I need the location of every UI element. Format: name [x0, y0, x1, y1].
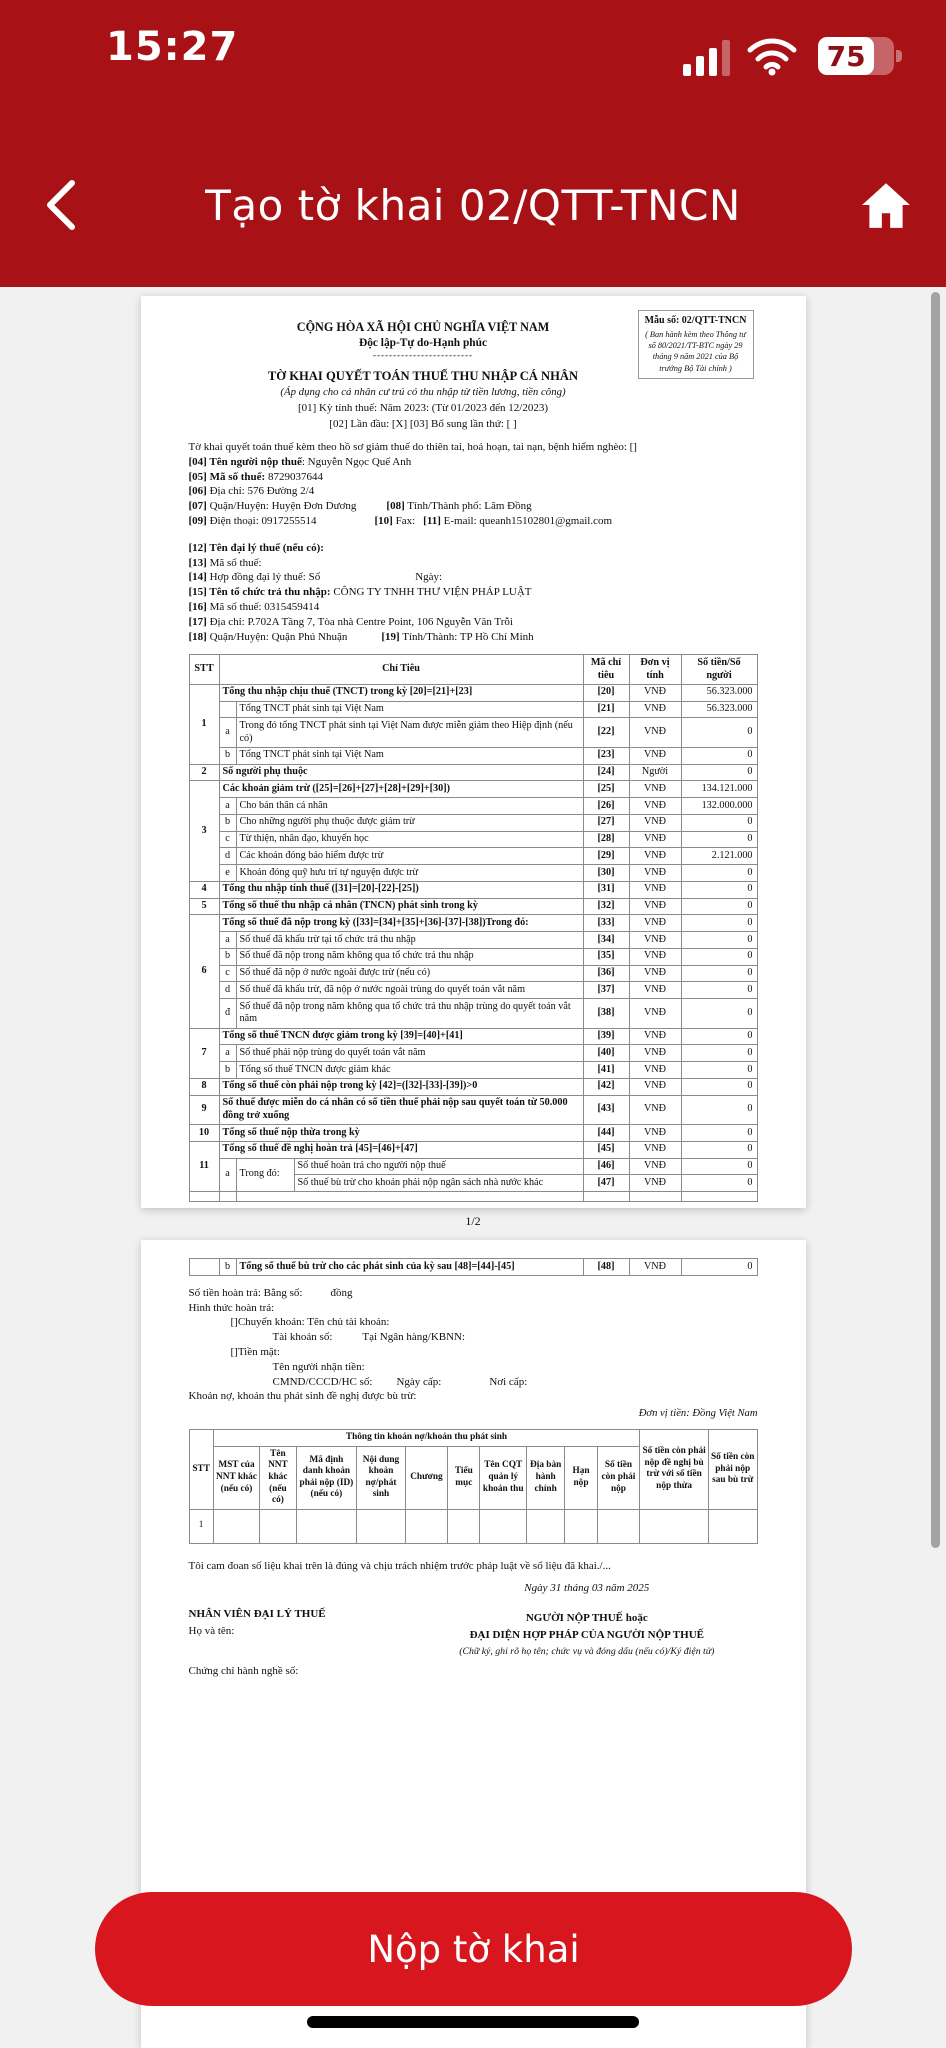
doc-line: Hình thức hoàn trả:	[188, 1301, 275, 1314]
doc-line: Số tiền hoàn trả: Bằng số: đồng	[188, 1286, 353, 1299]
doc-line: [15] Tên tổ chức trả thu nhập: CÔNG TY TNHH THƯ VIỆN PHÁP LUẬT	[188, 586, 532, 599]
home-icon	[859, 178, 913, 232]
table-row: 7 Tổng số thuế TNCN được giảm trong kỳ [39]=[40]+[41] [39] VNĐ 0	[189, 1028, 757, 1045]
submit-button[interactable]: Nộp tờ khai	[95, 1892, 852, 2006]
form-subtitle: (Áp dụng cho cá nhân cư trú có thu nhập từ tiền lương, tiền công)	[280, 386, 566, 398]
table-row: e Khoản đóng quỹ hưu trí tự nguyện được trừ [30] VNĐ 0	[189, 865, 757, 882]
debt-offset-table	[189, 1429, 758, 1544]
page-number: 1/2	[465, 1214, 481, 1229]
table-row: 5 Tổng số thuế thu nhập cá nhân (TNCN) phát sinh trong kỳ [32] VNĐ 0	[189, 898, 757, 915]
doc-line: Tài khoản số: Tại Ngân hàng/KBNN:	[272, 1331, 466, 1344]
form-number-box	[638, 310, 754, 379]
table-row: 3 Các khoản giảm trừ ([25]=[26]+[27]+[28]+[29]+[30]) [25] VNĐ 134.121.000	[189, 781, 757, 798]
form-title: TỜ KHAI QUYẾT TOÁN THUẾ THU NHẬP CÁ NHÂN	[267, 369, 579, 383]
table-row: c Từ thiện, nhân đạo, khuyến học [28] VNĐ 0	[189, 831, 757, 848]
doc-line: [13] Mã số thuế:	[188, 556, 262, 569]
chevron-left-icon	[39, 176, 81, 234]
signature-taxpayer	[416, 1582, 757, 1677]
table-row: 1 Tổng thu nhập chịu thuế (TNCT) trong kỳ [20]=[21]+[23] [20] VNĐ 56.323.000	[189, 684, 757, 701]
date-line: Ngày 31 tháng 03 năm 2025	[524, 1581, 650, 1594]
table-row: a Số thuế phải nộp trùng do quyết toán vắt năm [40] VNĐ 0	[189, 1045, 757, 1062]
taxpayer-title-1: NGƯỜI NỘP THUẾ hoặc	[525, 1611, 648, 1624]
first-time-line: [02] Lần đầu: [X] [03] Bổ sung lần thứ: [ ]	[329, 418, 517, 430]
battery-tip	[896, 50, 902, 62]
taxpayer-info-lines	[189, 440, 758, 644]
page-title: Tạo tờ khai 02/QTT-TNCN	[205, 180, 741, 230]
signature-block	[189, 1582, 758, 1677]
table-row: 1	[189, 1509, 757, 1543]
wifi-icon	[746, 36, 798, 76]
doc-line: []Chuyển khoản: Tên chủ tài khoản:	[230, 1316, 390, 1329]
status-time: 15:27	[106, 24, 239, 70]
doc-line: [05] Mã số thuế: 8729037644	[188, 470, 323, 483]
table-row: a Số thuế đã khấu trừ tại tổ chức trả thu nhập [34] VNĐ 0	[189, 932, 757, 949]
nav-bar	[0, 150, 946, 260]
table-row	[189, 1192, 757, 1202]
table-row: Số thuế bù trừ cho khoản phải nộp ngân sách nhà nước khác [47] VNĐ 0	[189, 1175, 757, 1192]
doc-line: Tờ khai quyết toán thuế kèm theo hồ sơ giảm thuế do thiên tai, hoả hoạn, tai nạn, bệnh hiểm nghèo: []	[188, 441, 637, 453]
signature-agent	[189, 1582, 417, 1677]
doc-line: Tên người nhận tiền:	[272, 1360, 365, 1373]
doc-line: [04] Tên người nộp thuế: Nguyễn Ngọc Quế Anh	[188, 455, 412, 468]
form-number-note: ( Ban hành kèm theo Thông tư số 80/2021/TT-BTC ngày 29 tháng 9 năm 2021 của Bộ trưởng Bộ Tài chính )	[645, 330, 746, 373]
tax-table-continuation	[189, 1258, 758, 1276]
refund-lines	[189, 1286, 758, 1404]
national-motto: Độc lập-Tự do-Hạnh phúc	[358, 337, 488, 349]
table-row: Tổng TNCT phát sinh tại Việt Nam [21] VNĐ 56.323.000	[189, 701, 757, 718]
doc-line: [09] Điện thoại: 0917255514 [10] Fax: [11] E-mail: queanh15102801@gmail.com	[188, 514, 613, 527]
doc-line: [12] Tên đại lý thuế (nếu có):	[188, 541, 324, 554]
agent-cert-line: Chứng chỉ hành nghề số:	[188, 1664, 299, 1677]
national-title: CỘNG HÒA XÃ HỘI CHỦ NGHĨA VIỆT NAM	[296, 320, 550, 334]
table-row: c Số thuế đã nộp ở nước ngoài được trừ (nếu có) [36] VNĐ 0	[189, 965, 757, 982]
tax-summary-table	[189, 654, 758, 1202]
form-heading-block	[189, 320, 658, 430]
table-row: 11 Tổng số thuế đề nghị hoàn trả [45]=[46]+[47] [45] VNĐ 0	[189, 1141, 757, 1158]
table-row: a Trong đó tổng TNCT phát sinh tại Việt Nam được miễn giảm theo Hiệp định (nếu có) [22] VNĐ 0	[189, 718, 757, 748]
battery-percent: 75	[826, 39, 866, 73]
table-row: b Cho những người phụ thuộc được giảm trừ [27] VNĐ 0	[189, 814, 757, 831]
table-row: d Các khoản đóng bảo hiểm được trừ [29] VNĐ 2.121.000	[189, 848, 757, 865]
status-icons	[683, 36, 894, 76]
doc-line: []Tiền mặt:	[230, 1345, 280, 1358]
signature-note: (Chữ ký, ghi rõ họ tên; chức vụ và đóng dấu (nếu có)/Ký điện tử)	[459, 1645, 715, 1657]
form-number: Mẫu số: 02/QTT-TNCN	[644, 315, 747, 326]
doc-line: Khoản nợ, khoản thu phát sinh đề nghị được bù trừ:	[188, 1390, 417, 1403]
doc-line: [18] Quận/Huyện: Quận Phú Nhuận [19] Tỉnh/Thành: TP Hồ Chí Minh	[188, 630, 534, 643]
table-row: 10 Tổng số thuế nộp thừa trong kỳ [44] VNĐ 0	[189, 1125, 757, 1142]
app-header	[0, 0, 946, 287]
doc-line: [17] Địa chỉ: P.702A Tầng 7, Tòa nhà Centre Point, 106 Nguyễn Văn Trỗi	[188, 615, 513, 628]
agent-name-line: Họ và tên:	[188, 1624, 235, 1637]
table-row: 4 Tổng thu nhập tính thuế ([31]=[20]-[22]-[25]) [31] VNĐ 0	[189, 881, 757, 898]
doc-line: [16] Mã số thuế: 0315459414	[188, 600, 320, 613]
table-row: đ Số thuế đã nộp trong năm không qua tổ chức trả thu nhập trùng do quyết toán vắt năm [38] VNĐ 0	[189, 999, 757, 1029]
back-button[interactable]	[0, 150, 120, 260]
doc-line: [14] Hợp đồng đại lý thuế: Số Ngày:	[188, 571, 443, 584]
battery-icon	[818, 37, 894, 75]
table-row: b Số thuế đã nộp trong năm không qua tổ chức trả thu nhập [35] VNĐ 0	[189, 948, 757, 965]
table-row: a Trong đó: Số thuế hoàn trả cho người nộp thuế [46] VNĐ 0	[189, 1158, 757, 1175]
home-indicator[interactable]	[307, 2016, 639, 2028]
agent-title: NHÂN VIÊN ĐẠI LÝ THUẾ	[188, 1607, 326, 1620]
table-header-row: STT Thông tin khoản nợ/khoản thu phát sinh Số tiền còn phải nộp đề nghị bù trừ với số tiền nộp thừa Số tiền còn phải nộp sau bù trừ	[189, 1430, 757, 1447]
taxpayer-title-2: ĐẠI DIỆN HỢP PHÁP CỦA NGƯỜI NỘP THUẾ	[469, 1628, 704, 1641]
table-row: b Tổng số thuế bù trừ cho các phát sinh của kỳ sau [48]=[44]-[45] [48] VNĐ 0	[189, 1259, 757, 1276]
doc-line: [07] Quận/Huyện: Huyện Đơn Dương [08] Tỉnh/Thành phố: Lâm Đồng	[188, 500, 532, 513]
table-header-row: STT Chỉ Tiêu Mã chỉ tiêu Đơn vị tính Số tiền/Số người	[189, 655, 757, 685]
table-row: b Tổng TNCT phát sinh tại Việt Nam [23] VNĐ 0	[189, 747, 757, 764]
table-header-row: MST của NNT khác (nếu có) Tên NNT khác (nếu có) Mã định danh khoản phải nộp (ID) (nếu có) Nội dung khoản nợ/phát sinh Chương Tiểu mục Tên CQT quản lý khoản thu Địa bàn hành chính Hạn nộp Số tiền còn phải nộp	[189, 1446, 757, 1509]
declaration-line: Tôi cam đoan số liệu khai trên là đúng và chịu trách nhiệm trước pháp luật về số liệu đã khai./...	[188, 1559, 611, 1572]
table-row: a Cho bản thân cá nhân [26] VNĐ 132.000.000	[189, 798, 757, 815]
table-row: 8 Tổng số thuế còn phải nộp trong kỳ [42]=([32]-[33]-[39])>0 [42] VNĐ 0	[189, 1078, 757, 1095]
table-row: 9 Số thuế được miễn do cá nhân có số tiền thuế phải nộp sau quyết toán từ 50.000 đồng trở xuống [43] VNĐ 0	[189, 1095, 757, 1125]
cellular-signal-icon	[683, 36, 730, 76]
document-page-1	[141, 296, 806, 1229]
table-row: d Số thuế đã khấu trừ, đã nộp ở nước ngoài trùng do quyết toán vắt năm [37] VNĐ 0	[189, 982, 757, 999]
motto-divider: -------------------------	[373, 350, 473, 360]
table-row: 6 Tổng số thuế đã nộp trong kỳ ([33]=[34]+[35]+[36]-[37]-[38])Trong đó: [33] VNĐ 0	[189, 915, 757, 932]
table-row: b Tổng số thuế TNCN được giảm khác [41] VNĐ 0	[189, 1062, 757, 1079]
scrollbar[interactable]	[931, 292, 940, 1548]
currency-note: Đơn vị tiền: Đồng Việt Nam	[638, 1408, 758, 1420]
home-button[interactable]	[826, 150, 946, 260]
doc-line: CMND/CCCD/HC số: Ngày cấp: Nơi cấp:	[272, 1375, 528, 1388]
doc-line: [06] Địa chỉ: 576 Đường 2/4	[188, 485, 315, 498]
document-scroll-area[interactable]	[0, 287, 946, 2048]
tax-period-line: [01] Kỳ tính thuế: Năm 2023: (Từ 01/2023 đến 12/2023)	[297, 402, 549, 414]
table-row: 2 Số người phụ thuộc [24] Người 0	[189, 764, 757, 781]
